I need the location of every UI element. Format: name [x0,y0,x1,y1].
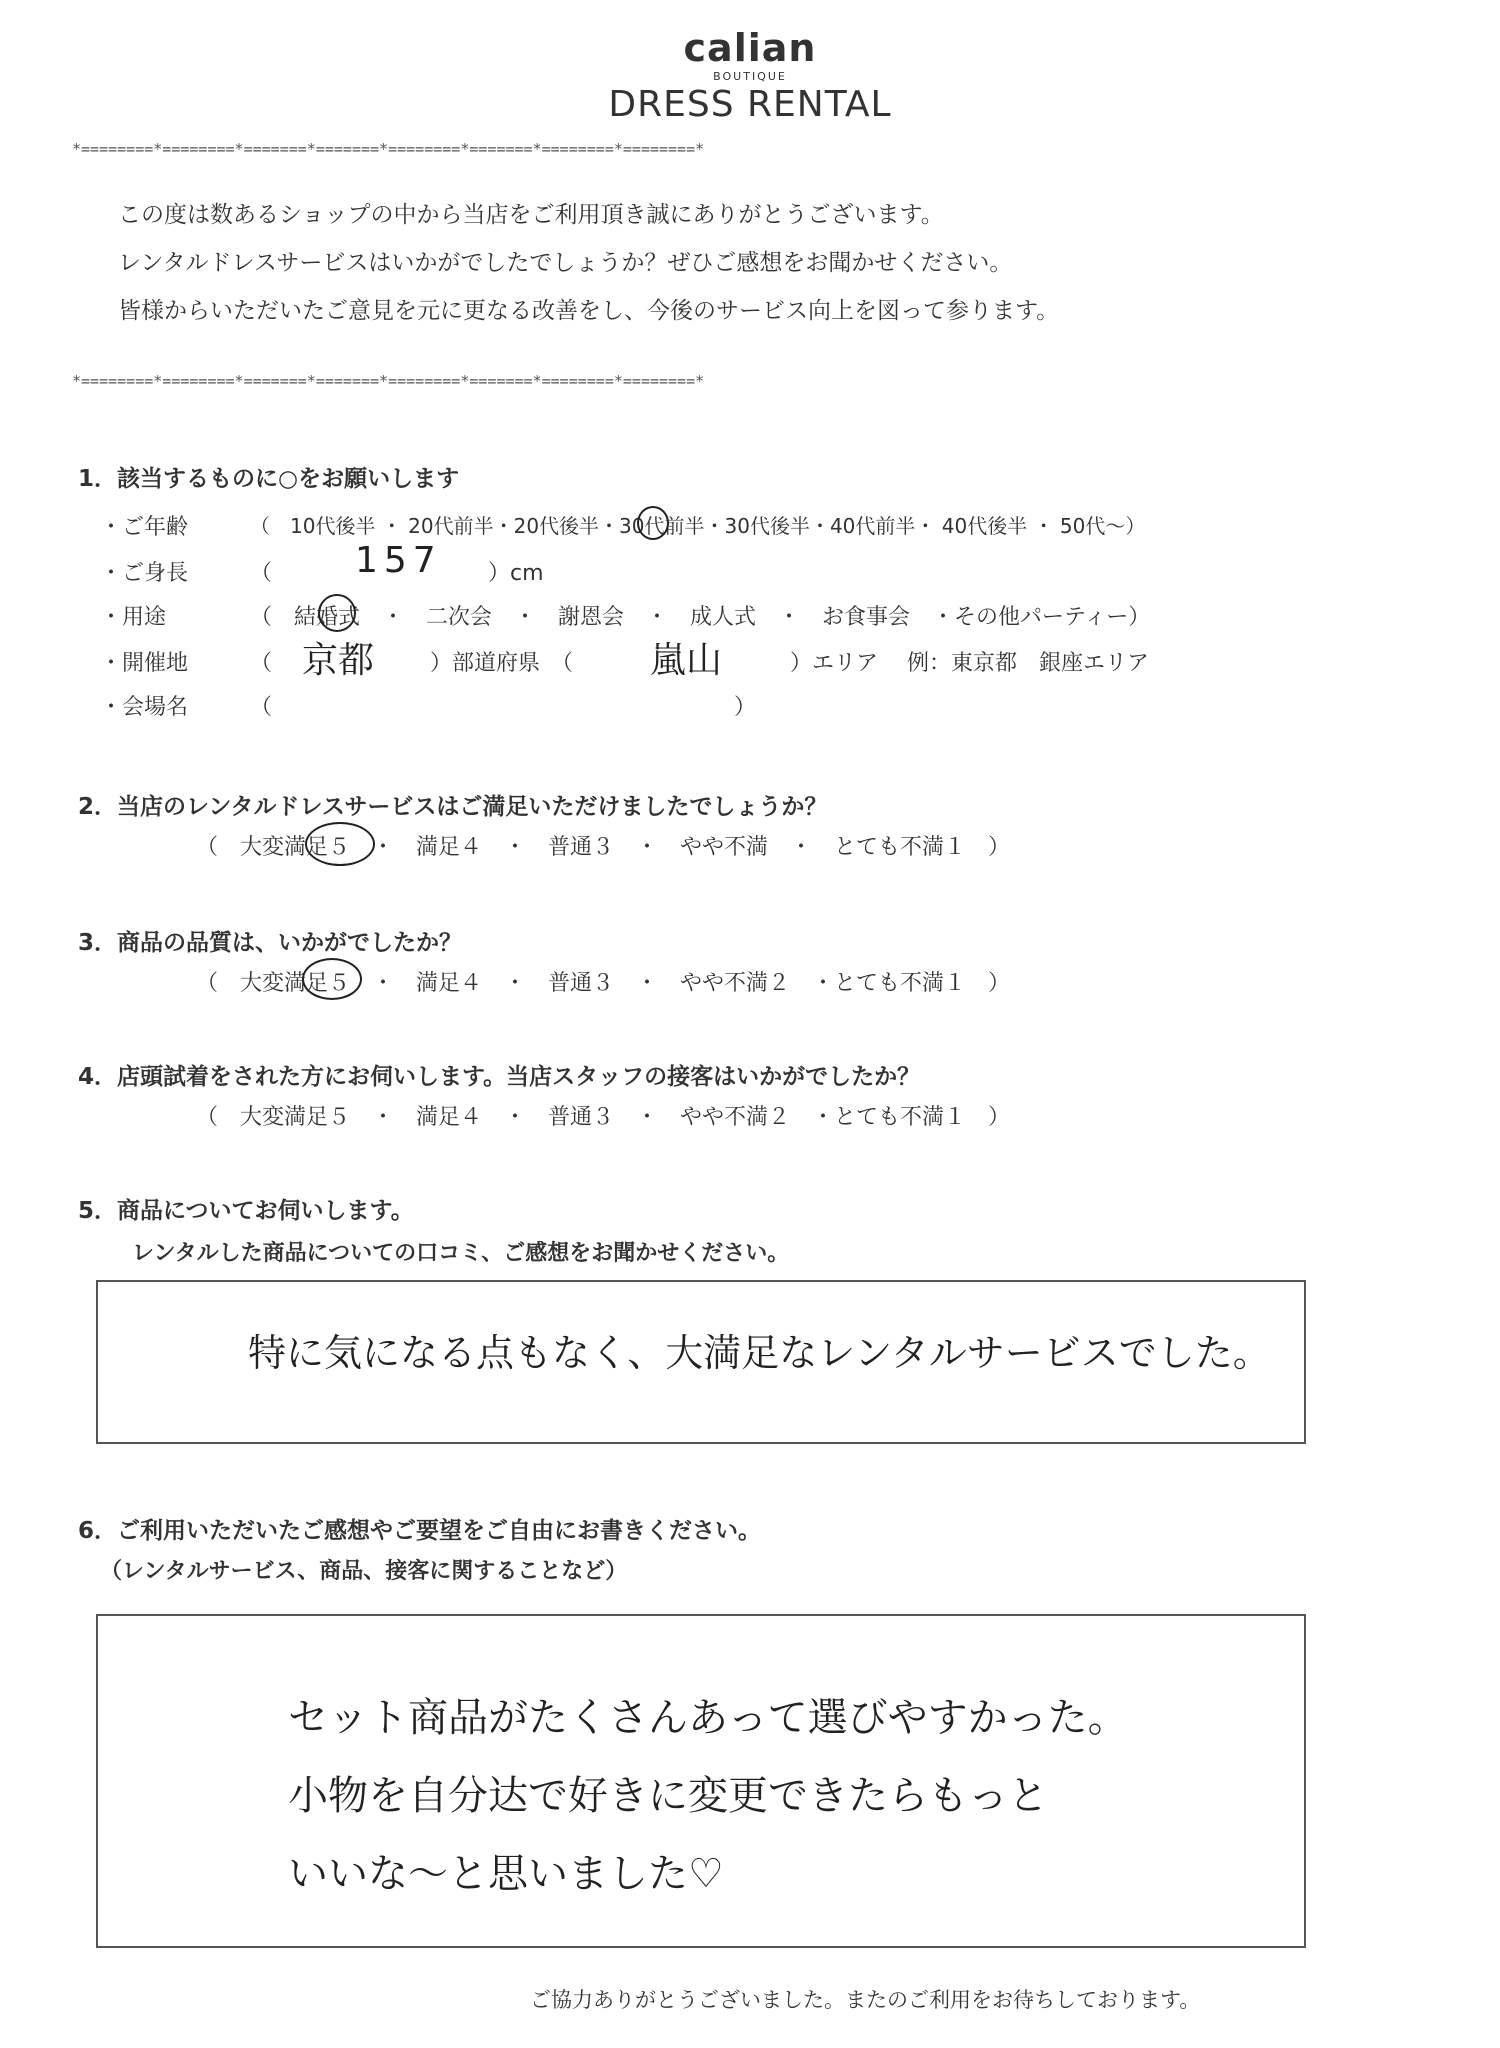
question-5-subtitle: レンタルした商品についての口コミ、ご感想をお聞かせください。 [132,1241,790,1266]
height-value[interactable]: 157 [355,540,442,581]
use-label: ・用途 [100,605,167,630]
question-1-title: 1．該当するものに○をお願いします [78,466,460,492]
venue-open-bracket: （ [250,651,273,676]
question-5-title: 5．商品についてお伺いします。 [78,1198,414,1224]
question-3-title: 3．商品の品質は、いかがでしたか？ [78,930,463,956]
separator-bottom: *========*========*=======*=======*========*=======*========*========* [72,372,705,390]
question-4-title: 4．店頭試着をされた方にお伺いします。当店スタッフの接客はいかがでしたか？ [78,1064,921,1090]
age-options[interactable]: （ 10代後半 ・ 20代前半・20代後半・30代前半・30代後半・40代前半・ 40代後半 ・ 50代～） [250,514,1146,538]
question-4-options[interactable]: （ 大変満足５ ・ 満足４ ・ 普通３ ・ やや不満２ ・とても不満１ ） [196,1105,1011,1130]
hall-field[interactable]: （ ） [250,695,757,720]
use-selection-circle [318,594,356,632]
height-unit: ）cm [488,561,544,586]
height-label: ・ご身長 [100,561,189,586]
brand-boutique: BOUTIQUE [713,70,787,83]
age-selection-circle [637,506,669,540]
intro-line: 皆様からいただいたご意見を元に更なる改善をし、今後のサービス向上を図って参ります。 [118,298,1060,324]
footer-thanks: ご協力ありがとうございました。またのご利用をお待ちしております。 [530,1988,1201,2012]
brand-logo: calian [683,26,817,70]
question-3-selection-circle [302,958,362,1000]
question-6-subtitle: （レンタルサービス、商品、接客に関することなど） [100,1559,628,1584]
question-6-title: 6．ご利用いただいたご感想やご要望をご自由にお書きください。 [78,1518,762,1544]
question-3-options[interactable]: （ 大変満足５ ・ 満足４ ・ 普通３ ・ やや不満２ ・とても不満１ ） [196,971,1011,996]
separator-top: *========*========*=======*=======*========*=======*========*========* [72,140,705,158]
question-2-title: 2．当店のレンタルドレスサービスはご満足いただけましたでしょうか？ [78,794,828,820]
question-2-options[interactable]: （ 大変満足５ ・ 満足４ ・ 普通３ ・ やや不満 ・ とても不満１ ） [196,835,1011,860]
area-suffix: ）エリア 例：東京都 銀座エリア [790,651,1149,676]
question-6-answer-line: 小物を自分达で好きに変更できたらもっと [288,1773,1048,1819]
venue-label: ・開催地 [100,651,189,676]
question-6-answer-box[interactable] [96,1614,1306,1948]
prefecture-suffix: ）部道府県 （ [430,651,574,676]
question-6-answer-line: いいな～と思いました♡ [288,1851,724,1897]
area-value[interactable]: 嵐山 [650,640,723,681]
question-5-answer-box[interactable] [96,1280,1306,1444]
height-open-bracket: （ [250,561,273,586]
age-label: ・ご年齢 [100,515,189,540]
use-options[interactable]: （ 結婚式 ・ 二次会 ・ 謝恩会 ・ 成人式 ・ お食事会 ・その他パーティー） [250,605,1151,630]
question-2-selection-circle [305,822,375,866]
page-title: DRESS RENTAL [608,84,892,125]
prefecture-value[interactable]: 京都 [302,640,375,681]
intro-line: レンタルドレスサービスはいかがでしたでしょうか？ぜひご感想をお聞かせください。 [118,250,1013,276]
question-5-answer: 特に気になる点もなく、大満足なレンタルサービスでした。 [248,1331,1271,1375]
question-6-answer-line: セット商品がたくさんあって選びやすかった。 [288,1695,1128,1741]
intro-line: この度は数あるショップの中から当店をご利用頂き誠にありがとうございます。 [118,202,944,228]
hall-label: ・会場名 [100,695,189,720]
